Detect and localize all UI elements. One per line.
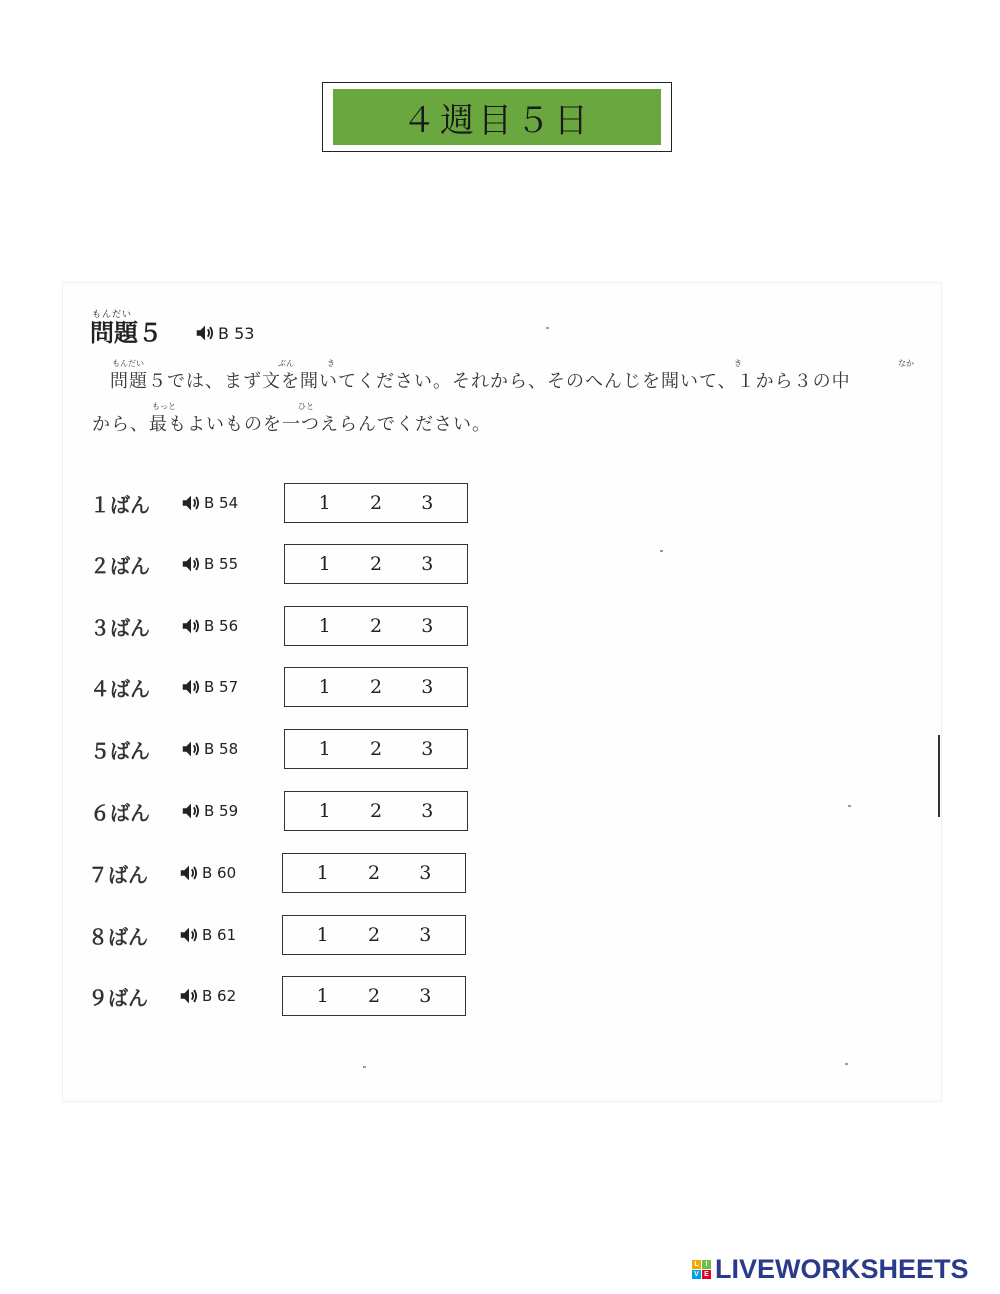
speaker-icon[interactable] <box>194 322 216 344</box>
logo-letter: V <box>692 1270 701 1279</box>
answer-choice-3[interactable]: 3 <box>421 492 434 514</box>
speaker-icon[interactable] <box>180 676 202 698</box>
answer-choice-1[interactable]: 1 <box>318 800 331 822</box>
section-title-furigana: もんだい <box>92 310 133 320</box>
answer-choice-box[interactable] <box>284 791 468 831</box>
scan-speck <box>363 1066 366 1068</box>
audio-track-label: B 57 <box>204 678 239 696</box>
answer-choice-3[interactable]: 3 <box>421 676 434 698</box>
question-number: ２ばん <box>90 553 150 578</box>
question-row <box>90 790 468 832</box>
speaker-icon[interactable] <box>180 738 202 760</box>
answer-choice-1[interactable]: 1 <box>316 985 329 1007</box>
furigana-hito: ひと <box>298 402 314 411</box>
section-title: 問題５ <box>90 319 162 347</box>
answer-choice-3[interactable]: 3 <box>421 553 434 575</box>
furigana-mondai: もんだい <box>112 359 144 368</box>
audio-track-label: B 61 <box>202 926 237 944</box>
liveworksheets-logo <box>692 1254 969 1285</box>
question-row <box>90 666 468 708</box>
answer-choice-1[interactable]: 1 <box>318 492 331 514</box>
question-audio[interactable] <box>180 553 284 575</box>
speaker-icon[interactable] <box>178 924 200 946</box>
question-number: ５ばん <box>90 738 150 763</box>
answer-choice-3[interactable]: 3 <box>419 862 432 884</box>
speaker-icon[interactable] <box>180 800 202 822</box>
scan-speck <box>848 805 851 807</box>
answer-choice-1[interactable]: 1 <box>318 676 331 698</box>
furigana-bun: ぶん <box>278 359 294 368</box>
question-number: ８ばん <box>88 924 148 949</box>
answer-choice-box[interactable] <box>282 915 466 955</box>
answer-choice-2[interactable]: 2 <box>367 924 381 946</box>
answer-choice-2[interactable]: 2 <box>369 800 383 822</box>
question-audio[interactable] <box>178 985 282 1007</box>
answer-choice-3[interactable]: 3 <box>419 924 432 946</box>
question-audio[interactable] <box>180 615 284 637</box>
answer-choice-box[interactable] <box>284 544 468 584</box>
scan-speck <box>546 327 549 329</box>
brand-name: LIVEWORKSHEETS <box>715 1254 969 1284</box>
speaker-icon[interactable] <box>178 862 200 884</box>
answer-choice-box[interactable] <box>282 853 466 893</box>
question-row <box>90 543 468 585</box>
question-row <box>88 975 466 1017</box>
answer-choice-box[interactable] <box>284 606 468 646</box>
question-audio[interactable] <box>178 862 282 884</box>
answer-choice-2[interactable]: 2 <box>369 676 383 698</box>
answer-choice-3[interactable]: 3 <box>421 615 434 637</box>
question-row <box>88 852 466 894</box>
question-number: ７ばん <box>88 862 148 887</box>
audio-track-label: B 56 <box>204 617 239 635</box>
section-header <box>90 310 254 346</box>
question-number: ４ばん <box>90 676 150 701</box>
audio-track-label: B 59 <box>204 802 239 820</box>
question-audio[interactable] <box>180 800 284 822</box>
question-number: ６ばん <box>90 800 150 825</box>
answer-choice-2[interactable]: 2 <box>367 985 381 1007</box>
question-number: ３ばん <box>90 615 150 640</box>
answer-choice-1[interactable]: 1 <box>318 553 331 575</box>
audio-track-label: B 58 <box>204 740 239 758</box>
furigana-ki: き <box>327 359 335 368</box>
question-row <box>90 482 468 524</box>
logo-letter: I <box>702 1260 711 1269</box>
speaker-icon[interactable] <box>178 985 200 1007</box>
answer-choice-3[interactable]: 3 <box>421 800 434 822</box>
answer-choice-2[interactable]: 2 <box>369 738 383 760</box>
answer-choice-2[interactable]: 2 <box>367 862 381 884</box>
audio-track-label: B 53 <box>218 323 255 343</box>
logo-letter: E <box>702 1270 711 1279</box>
question-audio[interactable] <box>180 676 284 698</box>
scan-speck <box>845 1063 848 1065</box>
scan-speck <box>660 550 663 552</box>
question-row <box>90 728 468 770</box>
logo-letter: L <box>692 1260 701 1269</box>
answer-choice-2[interactable]: 2 <box>369 553 383 575</box>
question-row <box>88 914 466 956</box>
question-audio[interactable] <box>180 492 284 514</box>
audio-track-label: B 54 <box>204 494 239 512</box>
audio-track-label: B 60 <box>202 864 237 882</box>
section-audio[interactable] <box>194 322 254 344</box>
speaker-icon[interactable] <box>180 492 202 514</box>
answer-choice-box[interactable] <box>284 667 468 707</box>
furigana-naka: なか <box>898 359 914 368</box>
question-number: ９ばん <box>88 985 148 1010</box>
instruction-line-2: から、最もよいものを一つえらんでください。 <box>92 414 491 435</box>
answer-choice-3[interactable]: 3 <box>421 738 434 760</box>
question-audio[interactable] <box>180 738 284 760</box>
section-title-group <box>90 310 162 346</box>
question-number: １ばん <box>90 492 150 517</box>
answer-choice-box[interactable] <box>282 976 466 1016</box>
audio-track-label: B 62 <box>202 987 237 1005</box>
furigana-motto: もっと <box>152 402 176 411</box>
speaker-icon[interactable] <box>180 553 202 575</box>
answer-choice-box[interactable] <box>284 729 468 769</box>
answer-choice-2[interactable]: 2 <box>369 615 383 637</box>
instruction-line-1: 問題５では、まず文を聞いてください。それから、そのへんじを聞いて、１から３の中 <box>110 371 851 392</box>
answer-choice-1[interactable]: 1 <box>318 738 331 760</box>
speaker-icon[interactable] <box>180 615 202 637</box>
answer-choice-box[interactable] <box>284 483 468 523</box>
scan-edge-mark <box>938 735 940 817</box>
question-audio[interactable] <box>178 924 282 946</box>
answer-choice-1[interactable]: 1 <box>316 862 329 884</box>
logo-grid-icon <box>692 1260 711 1279</box>
answer-choice-1[interactable]: 1 <box>316 924 329 946</box>
question-row <box>90 605 468 647</box>
answer-choice-2[interactable]: 2 <box>369 492 383 514</box>
answer-choice-3[interactable]: 3 <box>419 985 432 1007</box>
answer-choice-1[interactable]: 1 <box>318 615 331 637</box>
title-frame <box>322 82 672 152</box>
page-title: ４週目５日 <box>333 89 661 145</box>
furigana-ki-2: き <box>734 359 742 368</box>
audio-track-label: B 55 <box>204 555 239 573</box>
